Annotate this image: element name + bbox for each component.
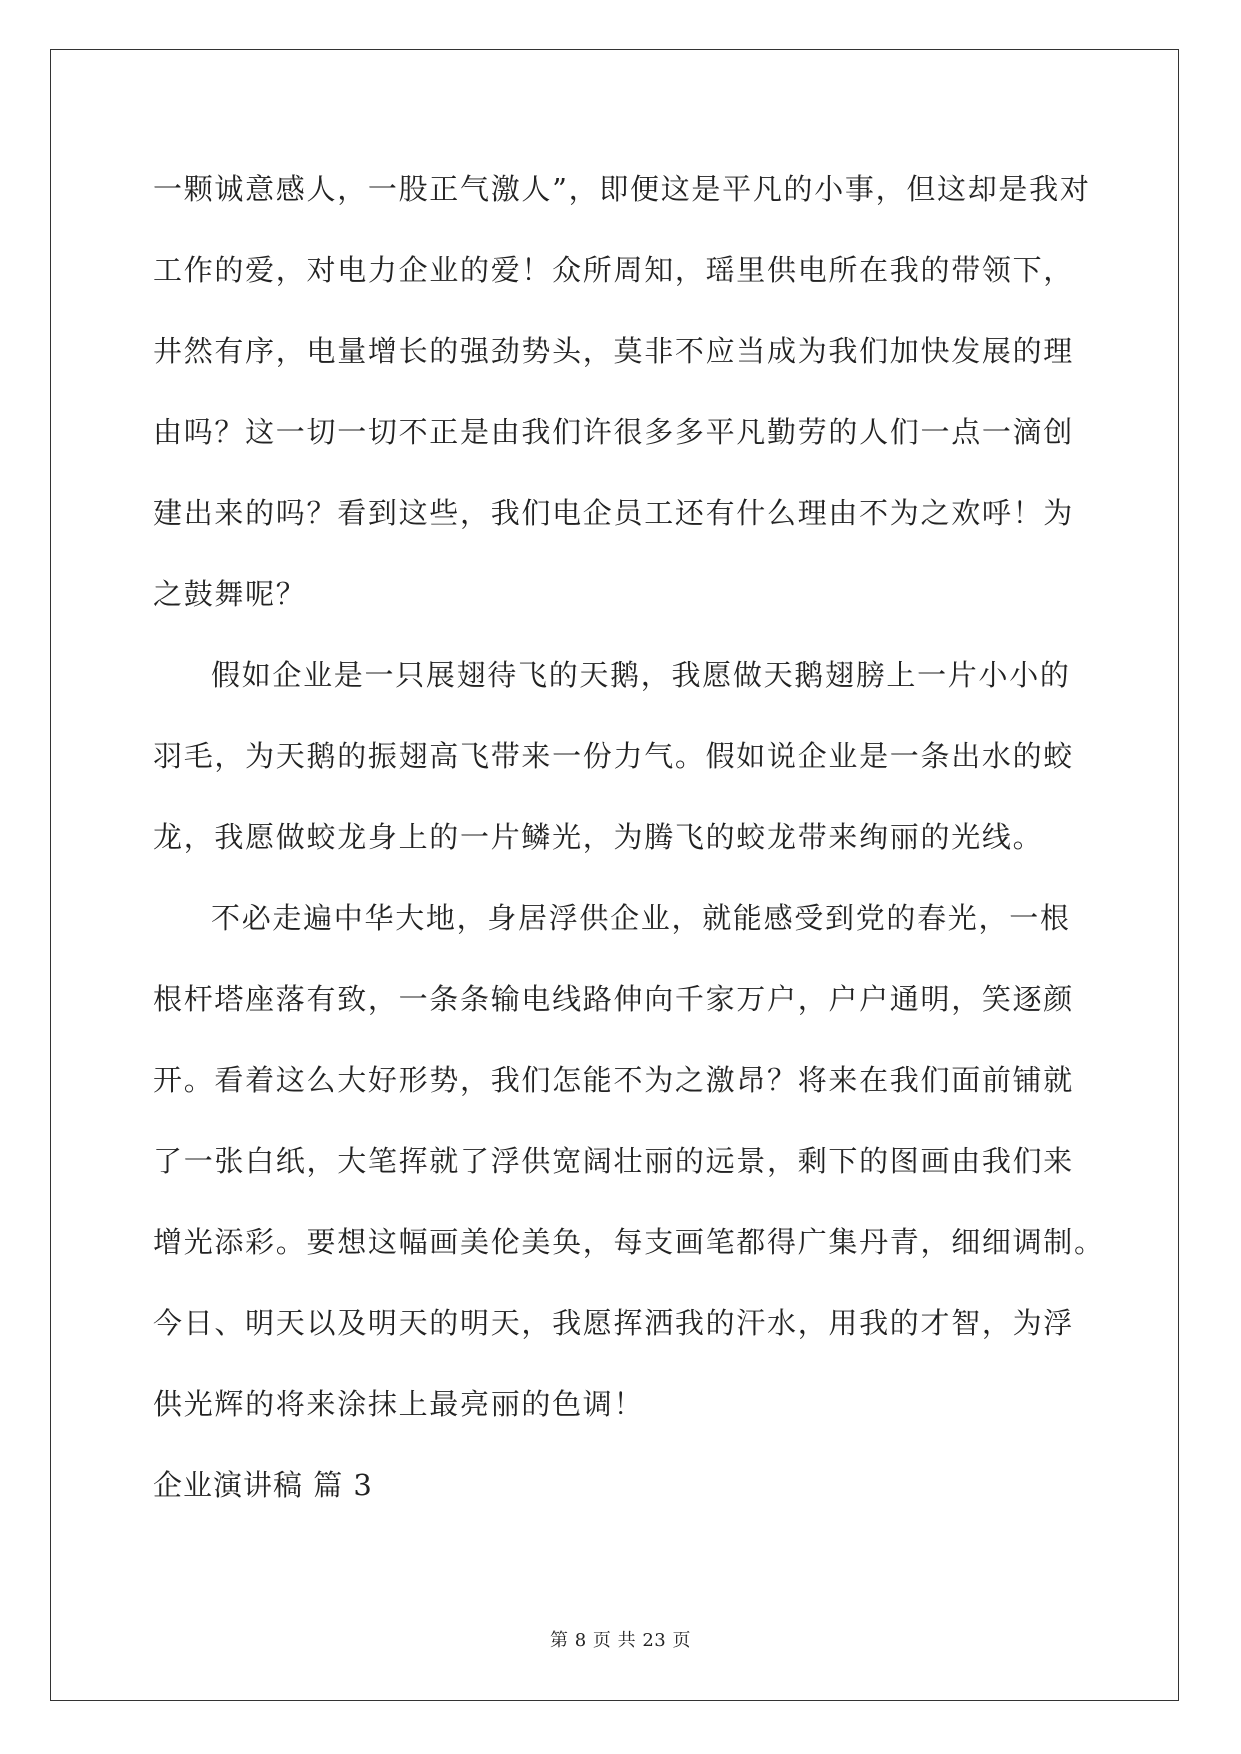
text-line: 之鼓舞呢？ — [153, 577, 307, 611]
text-line: 一颗诚意感人，一股正气激人”，即便这是平凡的小事，但这却是我对 — [153, 172, 1091, 206]
text-line: 工作的爱，对电力企业的爱！众所周知，瑶里供电所在我的带领下， — [153, 253, 1075, 287]
text-line: 由吗？这一切一切不正是由我们许很多多平凡勤劳的人们一点一滴创 — [153, 415, 1075, 449]
document-body — [153, 162, 1105, 1538]
text-line: 假如企业是一只展翅待飞的天鹅，我愿做天鹅翅膀上一片小小的 — [211, 658, 1071, 692]
text-line: 建出来的吗？看到这些，我们电企员工还有什么理由不为之欢呼！为 — [153, 496, 1075, 530]
text-line: 增光添彩。要想这幅画美伦美奂，每支画笔都得广集丹青，细细调制。 — [153, 1225, 1105, 1259]
page-number-footer: 第 8 页 共 23 页 — [550, 1630, 691, 1651]
text-line: 了一张白纸，大笔挥就了浮供宽阔壮丽的远景，剩下的图画由我们来 — [153, 1144, 1075, 1178]
paragraph — [153, 162, 1091, 648]
paragraph — [153, 891, 1105, 1458]
text-line: 龙，我愿做蛟龙身上的一片鳞光，为腾飞的蛟龙带来绚丽的光线。 — [153, 820, 1044, 854]
text-line: 井然有序，电量增长的强劲势头，莫非不应当成为我们加快发展的理 — [153, 334, 1075, 368]
text-line: 根杆塔座落有致，一条条输电线路伸向千家万户，户户通明，笑逐颜 — [153, 982, 1075, 1016]
paragraph — [153, 648, 1088, 891]
text-line: 开。看着这么大好形势，我们怎能不为之激昂？将来在我们面前铺就 — [153, 1063, 1075, 1097]
text-line: 不必走遍中华大地，身居浮供企业，就能感受到党的春光，一根 — [211, 901, 1071, 935]
text-line: 羽毛，为天鹅的振翅高飞带来一份力气。假如说企业是一条出水的蛟 — [153, 739, 1075, 773]
text-line: 今日、明天以及明天的明天，我愿挥洒我的汗水，用我的才智，为浮 — [153, 1306, 1075, 1340]
text-line: 供光辉的将来涂抹上最亮丽的色调！ — [153, 1387, 645, 1421]
section-heading: 企业演讲稿 篇 3 — [153, 1468, 373, 1502]
